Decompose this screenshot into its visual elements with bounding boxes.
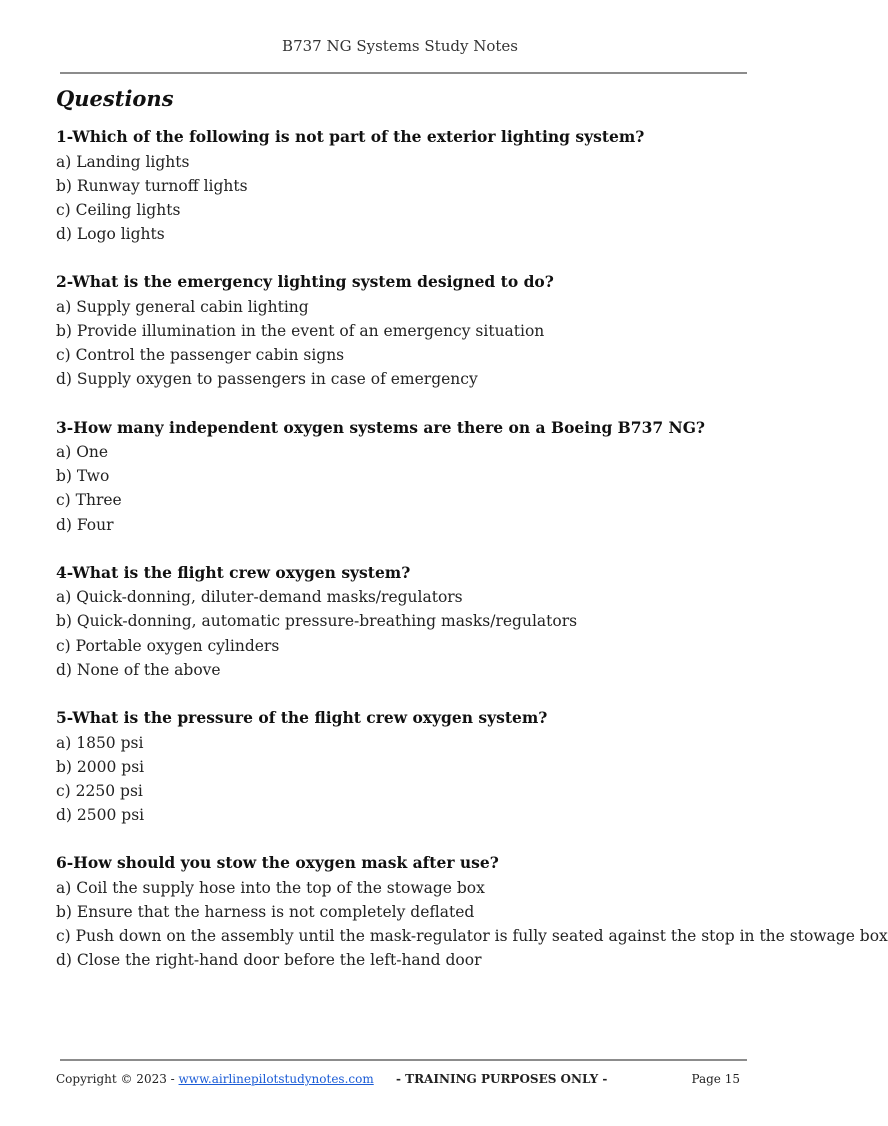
answer-option: c) Three [56, 491, 122, 510]
answer-option: a) Quick-donning, diluter-demand masks/regulators [56, 588, 463, 607]
questions-list [56, 125, 888, 997]
website-link[interactable]: www.airlinepilotstudynotes.com [178, 1072, 374, 1086]
answer-option: d) Four [56, 515, 114, 534]
answer-option: d) Close the right-hand door before the left-hand door [56, 951, 482, 970]
section-title: Questions [56, 86, 174, 111]
answer-option: b) 2000 psi [56, 757, 145, 776]
question-text: 2-What is the emergency lighting system designed to do? [56, 272, 554, 292]
page-number: Page 15 [691, 1072, 740, 1086]
question-block [56, 561, 756, 682]
question-text: 3-How many independent oxygen systems are there on a Boeing B737 NG? [56, 417, 706, 437]
answer-option: c) Control the passenger cabin signs [56, 346, 345, 365]
question-block [56, 125, 756, 246]
answer-option: b) Provide illumination in the event of an emergency situation [56, 321, 545, 340]
answer-option: d) None of the above [56, 660, 221, 679]
answer-option: b) Quick-donning, automatic pressure-breathing masks/regulators [56, 612, 578, 631]
answer-option: b) Ensure that the harness is not completely deflated [56, 902, 475, 921]
question-text: 4-What is the flight crew oxygen system? [56, 562, 411, 582]
question-text: 5-What is the pressure of the flight crew oxygen system? [56, 708, 548, 727]
training-purposes-label: - TRAINING PURPOSES ONLY - [396, 1072, 608, 1086]
answer-option: d) Logo lights [56, 225, 165, 244]
answer-option: d) Supply oxygen to passengers in case of emergency [56, 370, 478, 389]
question-block [56, 851, 888, 972]
header-divider [60, 72, 747, 74]
copyright-text: Copyright © 2023 - [56, 1072, 179, 1086]
answer-option: a) One [56, 443, 109, 461]
footer-copyright [56, 1072, 374, 1086]
answer-option: c) 2250 psi [56, 781, 143, 800]
answer-option: c) Push down on the assembly until the mask-regulator is fully seated against the stop in the stowage box [56, 927, 888, 946]
answer-option: d) 2500 psi [56, 806, 145, 825]
answer-option: a) Coil the supply hose into the top of the stowage box [56, 878, 485, 897]
answer-option: b) Two [56, 467, 110, 486]
footer-divider [60, 1059, 747, 1061]
answer-option: a) Supply general cabin lighting [56, 297, 309, 316]
answer-option: c) Portable oxygen cylinders [56, 636, 280, 655]
page-header-title: B737 NG Systems Study Notes [282, 37, 518, 55]
answer-option: b) Runway turnoff lights [56, 176, 248, 195]
question-text: 6-How should you stow the oxygen mask after use? [56, 853, 499, 873]
question-block [56, 270, 756, 391]
page-footer [56, 1072, 740, 1090]
answer-option: a) Landing lights [56, 152, 190, 171]
question-text: 1-Which of the following is not part of the exterior lighting system? [56, 127, 645, 146]
question-block [56, 416, 756, 537]
answer-option: c) Ceiling lights [56, 200, 181, 219]
answer-option: a) 1850 psi [56, 733, 144, 752]
question-block [56, 706, 756, 827]
